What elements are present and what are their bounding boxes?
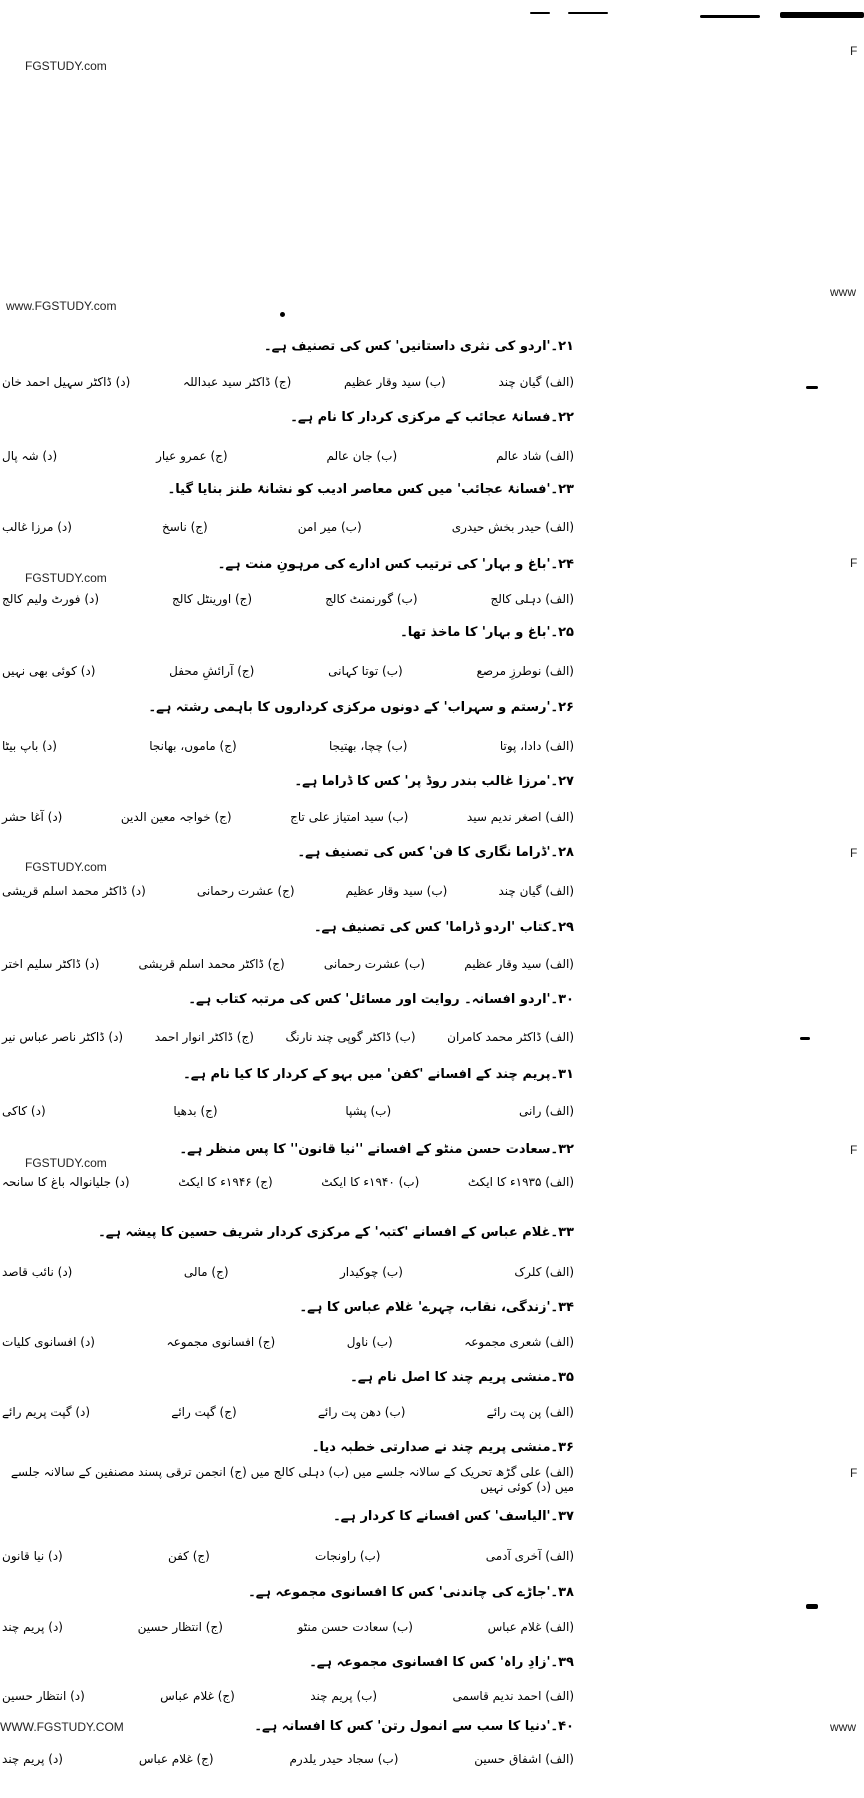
answer-option: (د) افسانوی کلیات bbox=[2, 1335, 95, 1349]
answer-option: (الف) غلام عباس bbox=[487, 1620, 574, 1634]
answer-option: (ب) عشرت رحمانی bbox=[323, 957, 426, 971]
answer-option: (الف) گیان چند bbox=[498, 375, 574, 389]
answer-option: (د) گپت پریم رائے bbox=[2, 1405, 91, 1419]
answer-option: (ب) سید امتیاز علی تاج bbox=[290, 810, 409, 824]
watermark: FGSTUDY.com bbox=[25, 860, 107, 874]
watermark: WWW.FGSTUDY.COM bbox=[0, 1720, 124, 1734]
answer-option: (ج) ڈاکٹر سید عبداللہ bbox=[183, 375, 292, 389]
question-text: ۳۰۔'اردو افسانہ۔ روایت اور مسائل' کس کی مرتبہ کتاب ہے۔ bbox=[188, 992, 574, 1007]
answer-option: (ج) ماموں، بھانجا bbox=[149, 739, 237, 753]
answer-option: (ب) توتا کہانی bbox=[328, 664, 403, 678]
answer-option: (ج) ۱۹۴۶ء کا ایکٹ bbox=[178, 1175, 273, 1189]
answer-option: (د) نیا قانون bbox=[2, 1549, 63, 1563]
answer-option: (ب) ناول bbox=[346, 1335, 393, 1349]
answer-option: (ج) گپت رائے bbox=[171, 1405, 237, 1419]
answer-option: (ب) سید وقار عظیم bbox=[345, 884, 448, 898]
answer-option: (ب) ڈاکٹر گوپی چند نارنگ bbox=[285, 1030, 416, 1044]
answer-option: (ب) چوکیدار bbox=[340, 1265, 403, 1279]
question-text: ۲۴۔'باغ و بہار' کی ترتیب کس ادارے کی مرہونِ منت ہے۔ bbox=[217, 557, 574, 572]
answer-option: (ب) پریم چند bbox=[310, 1689, 378, 1703]
answer-options bbox=[2, 1175, 574, 1190]
answer-options bbox=[2, 592, 574, 607]
question-text: ۴۰۔'دنیا کا سب سے انمول رتن' کس کا افسانہ ہے۔ bbox=[254, 1719, 574, 1734]
answer-option: (الف) حیدر بخش حیدری bbox=[451, 520, 574, 534]
answer-option: (د) آغا حشر bbox=[2, 810, 63, 824]
watermark-edge: www bbox=[830, 285, 856, 299]
watermark-edge: www bbox=[830, 1720, 856, 1734]
question-text: ۲۳۔'فسانۂ عجائب' میں کس معاصر ادیب کو نشانۂ طنز بنایا گیا۔ bbox=[167, 482, 574, 497]
answer-option: (الف) گیان چند bbox=[498, 884, 574, 898]
answer-option: (ج) ناسخ bbox=[161, 520, 208, 534]
answer-option: (ب) راونجات bbox=[315, 1549, 381, 1563]
answer-option: (ج) عشرت رحمانی bbox=[196, 884, 295, 898]
answer-option: (د) کوئی بھی نہیں bbox=[2, 664, 96, 678]
answer-option: (ج) غلام عباس bbox=[160, 1689, 235, 1703]
answer-option: (ج) افسانوی مجموعہ bbox=[166, 1335, 276, 1349]
question-text: ۲۹۔کتاب 'اردو ڈراما' کس کی تصنیف ہے۔ bbox=[313, 920, 574, 935]
answer-option: (د) ڈاکٹر سہیل احمد خان bbox=[2, 375, 131, 389]
answer-options bbox=[2, 664, 574, 679]
question-text: ۳۵۔منشی پریم چند کا اصل نام ہے۔ bbox=[350, 1370, 574, 1385]
answer-options bbox=[2, 739, 574, 754]
watermark-edge: F bbox=[850, 556, 858, 570]
question-text: ۳۱۔پریم چند کے افسانے 'کفن' میں بہو کے کردار کا کیا نام ہے۔ bbox=[183, 1067, 574, 1082]
question-text: ۲۷۔'مرزا غالب بندر روڈ پر' کس کا ڈراما ہے۔ bbox=[294, 774, 574, 789]
answer-options bbox=[2, 1689, 574, 1704]
answer-options-line: (الف) علی گڑھ تحریک کے سالانہ جلسے میں (ب) دہلی کالج میں (ج) انجمن ترقی پسند مصنفین کے سالانہ جلسے میں (د) کوئی نہیں bbox=[10, 1465, 574, 1494]
answer-option: (د) شہ پال bbox=[2, 449, 58, 463]
scan-mark bbox=[780, 12, 864, 18]
answer-option: (د) نائب قاصد bbox=[2, 1265, 73, 1279]
scan-mark bbox=[806, 1604, 818, 1609]
answer-option: (ب) جان عالم bbox=[326, 449, 398, 463]
question-text: ۳۷۔'الیاسف' کس افسانے کا کردار ہے۔ bbox=[333, 1509, 574, 1524]
answer-options bbox=[2, 1104, 574, 1119]
answer-option: (د) کاکی bbox=[2, 1104, 46, 1118]
answer-option: (ب) سید وقار عظیم bbox=[344, 375, 446, 389]
answer-option: (ب) میر امن bbox=[297, 520, 362, 534]
answer-option: (الف) اصغر ندیم سید bbox=[466, 810, 574, 824]
answer-option: (ب) گورنمنٹ کالج bbox=[325, 592, 418, 606]
question-text: ۳۴۔'زندگی، نقاب، چہرے' غلام عباس کا ہے۔ bbox=[299, 1300, 574, 1315]
answer-option: (د) جلیانوالہ باغ کا سانحہ bbox=[2, 1175, 130, 1189]
answer-option: (الف) نوطرزِ مرصع bbox=[476, 664, 574, 678]
answer-option: (ب) چچا، بھتیجا bbox=[328, 739, 408, 753]
answer-option: (د) ڈاکٹر ناصر عباس نیر bbox=[2, 1030, 124, 1044]
answer-option: (ج) آرائشِ محفل bbox=[169, 664, 255, 678]
scan-mark bbox=[806, 386, 818, 389]
answer-option: (الف) شعری مجموعہ bbox=[464, 1335, 574, 1349]
answer-option: (الف) آخری آدمی bbox=[485, 1549, 574, 1563]
answer-option: (ب) سجاد حیدر یلدرم bbox=[289, 1752, 399, 1766]
answer-options bbox=[2, 1620, 574, 1635]
answer-option: (ج) خواجہ معین الدین bbox=[120, 810, 232, 824]
answer-option: (ج) غلام عباس bbox=[138, 1752, 214, 1766]
question-text: ۳۶۔منشی پریم چند نے صدارتی خطبہ دیا۔ bbox=[311, 1440, 574, 1455]
answer-option: (الف) ڈاکٹر محمد کامران bbox=[447, 1030, 574, 1044]
answer-options bbox=[2, 1030, 574, 1045]
question-text: ۲۵۔'باغ و بہار' کا ماخذ تھا۔ bbox=[400, 625, 574, 640]
answer-option: (الف) دہلی کالج bbox=[490, 592, 574, 606]
scan-mark bbox=[280, 312, 285, 317]
answer-option: (د) ڈاکٹر محمد اسلم قریشی bbox=[2, 884, 146, 898]
answer-option: (ج) کفن bbox=[167, 1549, 210, 1563]
watermark: FGSTUDY.com bbox=[25, 571, 107, 585]
answer-option: (الف) اشفاق حسین bbox=[474, 1752, 574, 1766]
answer-option: (الف) احمد ندیم قاسمی bbox=[452, 1689, 574, 1703]
scan-mark bbox=[800, 1037, 810, 1040]
answer-option: (الف) پن پت رائے bbox=[486, 1405, 574, 1419]
answer-options bbox=[2, 1335, 574, 1350]
answer-option: (ب) پشپا bbox=[345, 1104, 392, 1118]
question-text: ۳۹۔'زادِ راہ' کس کا افسانوی مجموعہ ہے۔ bbox=[309, 1655, 574, 1670]
scan-mark bbox=[568, 12, 608, 14]
watermark-edge: F bbox=[850, 1143, 858, 1157]
answer-option: (ب) ۱۹۴۰ء کا ایکٹ bbox=[321, 1175, 420, 1189]
answer-option: (د) انتظار حسین bbox=[2, 1689, 85, 1703]
scan-mark bbox=[700, 15, 760, 18]
answer-option: (ج) مالی bbox=[183, 1265, 229, 1279]
answer-option: (د) ڈاکٹر سلیم اختر bbox=[2, 957, 100, 971]
answer-option: (د) پریم چند bbox=[2, 1620, 63, 1634]
question-text: ۳۳۔غلام عباس کے افسانے 'کتبہ' کے مرکزی کردار شریف حسین کا پیشہ ہے۔ bbox=[98, 1225, 574, 1240]
watermark: FGSTUDY.com bbox=[25, 59, 107, 73]
question-text: ۲۲۔فسانۂ عجائب کے مرکزی کردار کا نام ہے۔ bbox=[290, 410, 574, 425]
answer-option: (ج) بدھیا bbox=[173, 1104, 218, 1118]
question-text: ۲۱۔'اردو کی نثری داستانیں' کس کی تصنیف ہے۔ bbox=[264, 339, 574, 354]
watermark: FGSTUDY.com bbox=[25, 1156, 107, 1170]
answer-option: (ج) انتظار حسین bbox=[137, 1620, 223, 1634]
answer-option: (د) باپ بیٹا bbox=[2, 739, 57, 753]
answer-option: (الف) کلرک bbox=[514, 1265, 574, 1279]
answer-option: (ج) ڈاکٹر انوار احمد bbox=[154, 1030, 254, 1044]
answer-option: (الف) رانی bbox=[518, 1104, 574, 1118]
answer-options bbox=[2, 449, 574, 464]
answer-options bbox=[2, 810, 574, 825]
answer-options bbox=[2, 1752, 574, 1767]
answer-options bbox=[2, 1549, 574, 1564]
answer-option: (ج) ڈاکٹر محمد اسلم قریشی bbox=[138, 957, 285, 971]
answer-option: (ج) عمرو عیار bbox=[156, 449, 228, 463]
answer-option: (الف) شاد عالم bbox=[496, 449, 574, 463]
answer-options bbox=[2, 957, 574, 972]
answer-option: (ب) دھن پت رائے bbox=[317, 1405, 406, 1419]
answer-option: (ب) سعادت حسن منٹو bbox=[297, 1620, 413, 1634]
answer-option: (الف) ۱۹۳۵ء کا ایکٹ bbox=[467, 1175, 574, 1189]
answer-options bbox=[2, 375, 574, 390]
question-text: ۲۸۔'ڈراما نگاری کا فن' کس کی تصنیف ہے۔ bbox=[297, 845, 574, 860]
watermark-edge: F bbox=[850, 1466, 858, 1480]
watermark: www.FGSTUDY.com bbox=[6, 299, 117, 313]
answer-option: (الف) سید وقار عظیم bbox=[464, 957, 574, 971]
answer-options bbox=[2, 520, 574, 535]
question-text: ۳۲۔سعادت حسن منٹو کے افسانے ''نیا قانون'' کا پس منظر ہے۔ bbox=[179, 1142, 574, 1157]
answer-options bbox=[2, 884, 574, 899]
watermark-edge: F bbox=[850, 846, 858, 860]
answer-options bbox=[2, 1405, 574, 1420]
answer-option: (د) مرزا غالب bbox=[2, 520, 72, 534]
question-text: ۳۸۔'جاڑے کی چاندنی' کس کا افسانوی مجموعہ ہے۔ bbox=[248, 1585, 574, 1600]
scan-mark bbox=[530, 12, 550, 14]
answer-option: (ج) اورینٹل کالج bbox=[172, 592, 253, 606]
answer-option: (الف) دادا، پوتا bbox=[499, 739, 574, 753]
answer-option: (د) فورٹ ولیم کالج bbox=[2, 592, 100, 606]
question-text: ۲۶۔'رستم و سہراب' کے دونوں مرکزی کرداروں کا باہمی رشتہ ہے۔ bbox=[148, 700, 574, 715]
answer-option: (د) پریم چند bbox=[2, 1752, 63, 1766]
answer-options bbox=[2, 1265, 574, 1280]
watermark-edge: F bbox=[850, 44, 858, 58]
